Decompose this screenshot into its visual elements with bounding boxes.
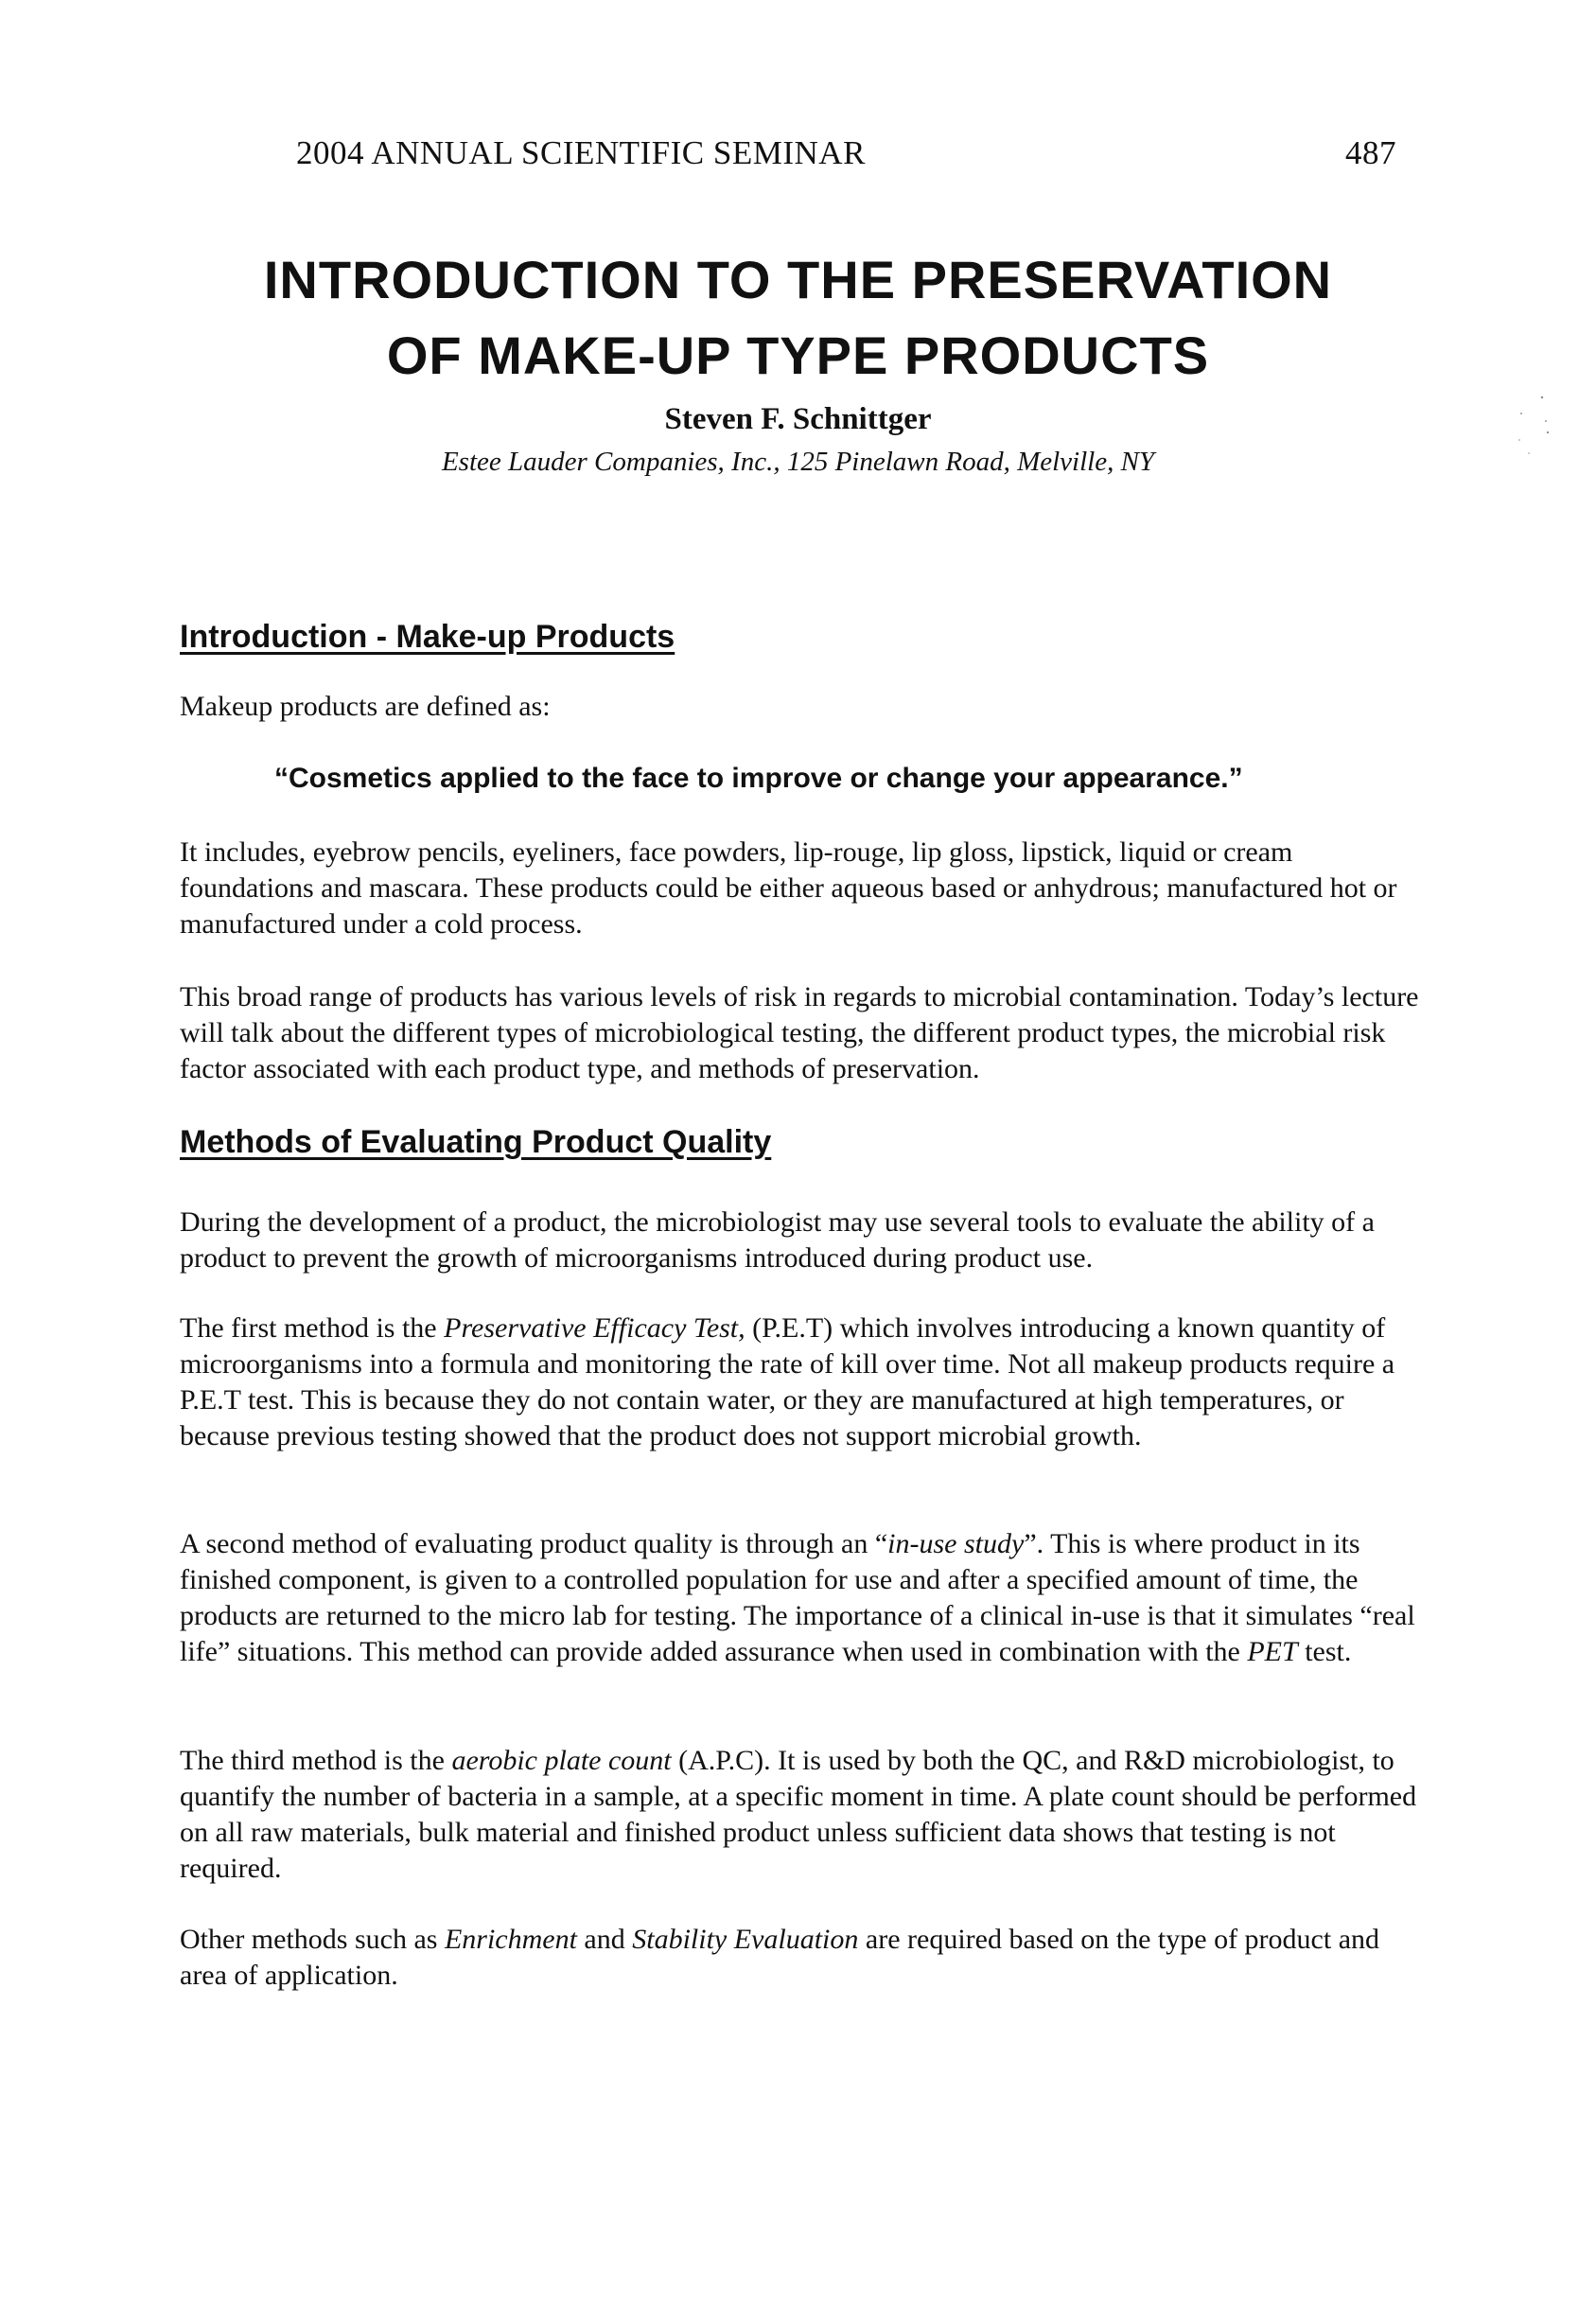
term-preservative-efficacy-test: Preservative Efficacy Test, xyxy=(444,1312,745,1344)
paragraph-lecture-overview: This broad range of products has various levels of risk in regards to microbial contamination. Today’s lecture will talk about the different types of microbiological testing, the different product types, the microbial risk factor associated with each product type, and methods of preservation. xyxy=(180,981,1419,1084)
author-affiliation: Estee Lauder Companies, Inc., 125 Pinelawn Road, Melville, NY xyxy=(441,447,1155,477)
term-in-use-study: in-use study xyxy=(887,1528,1025,1559)
term-pet: PET xyxy=(1247,1636,1298,1667)
term-enrichment: Enrichment xyxy=(444,1924,577,1955)
paragraph-product-types: It includes, eyebrow pencils, eyeliners, face powders, lip-rouge, lip gloss, lipstick, liquid or cream foundations and mascara. These products could be either aqueous based or anhydrous; manufactured hot or manufactured under a cold process. xyxy=(180,836,1397,940)
term-stability-evaluation: Stability Evaluation xyxy=(632,1924,859,1955)
section-heading-methods: Methods of Evaluating Product Quality xyxy=(180,1124,772,1160)
conference-name: 2004 ANNUAL SCIENTIFIC SEMINAR xyxy=(296,134,866,171)
paragraph-other-methods: Other methods such as Enrichment and Stability Evaluation are required based on the type of product and area of application. xyxy=(180,1924,1380,1991)
paragraph-aerobic-plate-count: The third method is the aerobic plate count (A.P.C). It is used by both the QC, and R&D microbiologist, to quantify the number of bacteria in a sample, at a specific moment in time. A plate count should be performed on all raw materials, bulk material and finished product unless sufficient data shows that testing is not required. xyxy=(180,1745,1417,1884)
title-line-1: INTRODUCTION TO THE PRESERVATION xyxy=(263,250,1333,309)
title-line-2: OF MAKE-UP TYPE PRODUCTS xyxy=(386,325,1210,385)
author-name: Steven F. Schnittger xyxy=(664,402,932,436)
page-number: 487 xyxy=(1345,134,1396,171)
paper-title xyxy=(0,242,1596,394)
term-aerobic-plate-count: aerobic plate count xyxy=(451,1745,672,1776)
intro-sentence: Makeup products are defined as: xyxy=(180,691,551,722)
paragraph-in-use-study: A second method of evaluating product quality is through an “in-use study”. This is where product in its finished component, is given to a controlled population for use and after a specified amount of time, the products are returned to the micro lab for testing. The importance of a clinical in-use is that it simulates “real life” situations. This method can provide added assurance when used in combination with the PET test. xyxy=(180,1528,1415,1667)
section-heading-introduction: Introduction - Make-up Products xyxy=(180,619,675,655)
paragraph-pet-method: The first method is the Preservative Efficacy Test, (P.E.T) which involves introducing a known quantity of microorganisms into a formula and monitoring the rate of kill over time. Not all makeup products require a P.E.T test. This is because they do not contain water, or they are manufactured at high temperatures, or because previous testing showed that the product does not support microbial growth. xyxy=(180,1312,1395,1451)
definition-quote: “Cosmetics applied to the face to improve or change your appearance.” xyxy=(274,763,1243,794)
scan-speck-marks xyxy=(1514,393,1552,459)
paragraph-development-tools: During the development of a product, the microbiologist may use several tools to evaluate the ability of a product to prevent the growth of microorganisms introduced during product use. xyxy=(180,1206,1375,1274)
